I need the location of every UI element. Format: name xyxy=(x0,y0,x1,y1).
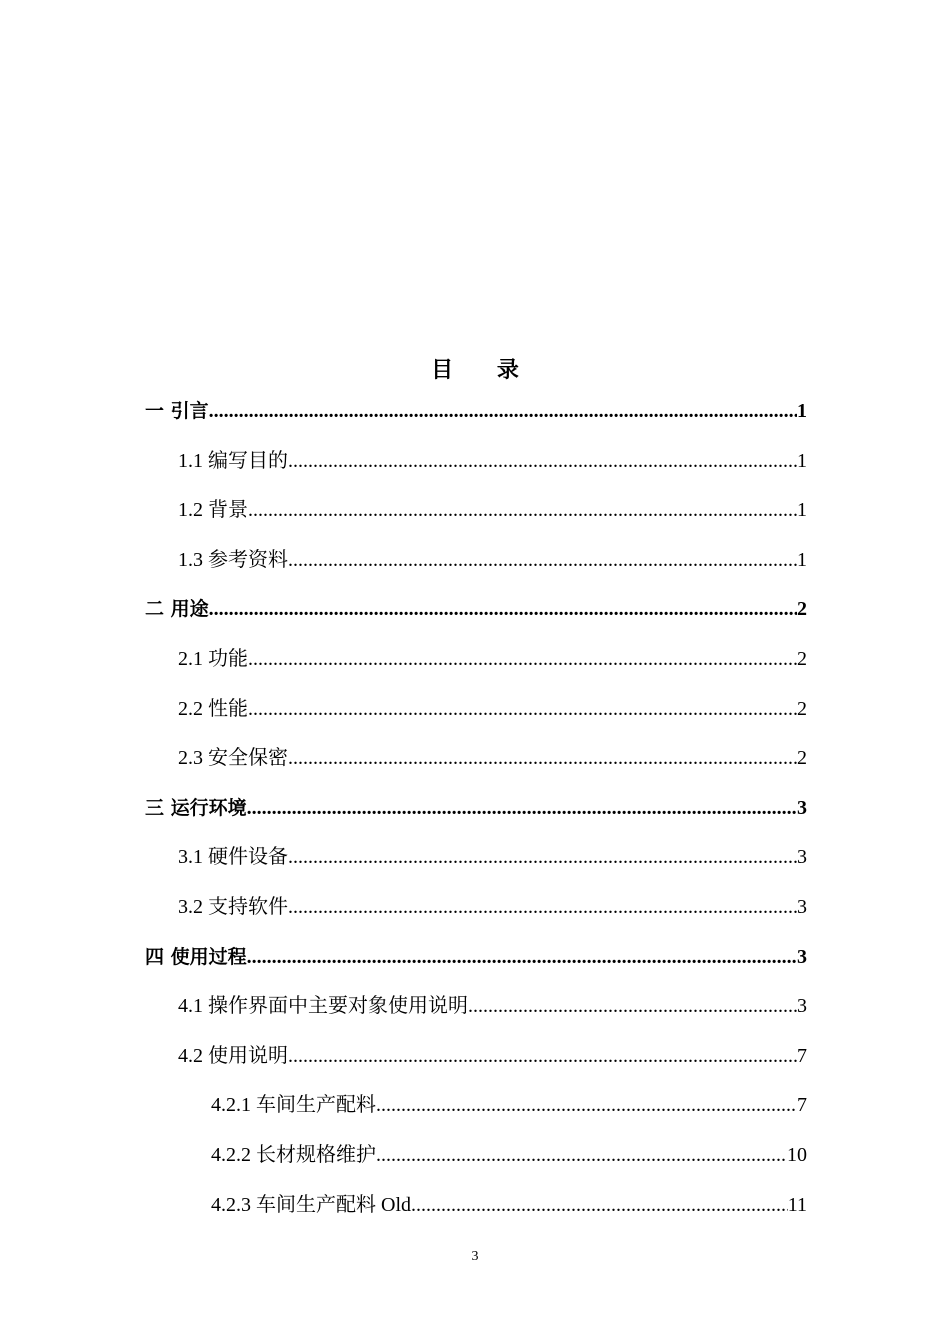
toc-entry-3-2[interactable] xyxy=(178,892,807,922)
toc-dot-leader xyxy=(288,892,797,922)
toc-dot-leader xyxy=(209,594,797,624)
toc-entry-page: 3 xyxy=(797,846,807,869)
toc-entry-page: 3 xyxy=(797,995,807,1018)
toc-entry-text: 4.2.1 车间生产配料 xyxy=(211,1094,376,1117)
page-number: 3 xyxy=(471,1249,479,1264)
toc-dot-leader xyxy=(411,1190,788,1220)
toc-entry-text: 2.2 性能 xyxy=(178,697,248,720)
toc-entry-4-1[interactable] xyxy=(178,991,807,1021)
toc-entry-text: 4.2.3 车间生产配料 Old xyxy=(211,1193,411,1216)
toc-entry-1-2[interactable] xyxy=(178,495,807,525)
toc-entry-4-2-1[interactable] xyxy=(211,1090,807,1120)
toc-entry-2-2[interactable] xyxy=(178,694,807,724)
toc-entry-4-2-3[interactable] xyxy=(211,1190,807,1220)
toc-entry-text: 一 引言 xyxy=(145,400,209,422)
toc-entry-chapter-3[interactable] xyxy=(145,793,807,823)
toc-entry-page: 11 xyxy=(787,1193,807,1216)
toc-entry-page: 1 xyxy=(797,548,807,571)
toc-dot-leader xyxy=(376,1090,797,1120)
toc-entry-text: 3.2 支持软件 xyxy=(178,896,288,918)
toc-entry-page: 1 xyxy=(797,449,807,472)
toc-entry-text: 2.1 功能 xyxy=(178,648,248,670)
toc-dot-leader xyxy=(288,1041,797,1071)
toc-entry-text: 4.2.2 长材规格维护 xyxy=(211,1144,376,1166)
toc-dot-leader xyxy=(247,942,797,972)
toc-entry-page: 2 xyxy=(797,697,807,720)
toc-dot-leader xyxy=(248,495,797,525)
toc-entry-chapter-1[interactable] xyxy=(145,396,807,426)
toc-dot-leader xyxy=(248,644,797,674)
toc-entry-page: 1 xyxy=(797,499,807,522)
toc-dot-leader xyxy=(288,743,797,773)
toc-entry-text: 四 使用过程 xyxy=(145,945,247,968)
toc-entry-text: 2.3 安全保密 xyxy=(178,747,288,770)
toc-entry-page: 2 xyxy=(797,747,807,770)
toc-entry-4-2[interactable] xyxy=(178,1041,807,1071)
toc-entry-text: 1.1 编写目的 xyxy=(178,449,288,472)
toc-entry-page: 7 xyxy=(797,1094,807,1117)
toc-entry-page: 2 xyxy=(797,648,807,670)
toc-entry-page: 2 xyxy=(797,598,807,621)
toc-entry-4-2-2[interactable] xyxy=(211,1140,807,1170)
toc-dot-leader xyxy=(288,446,797,476)
toc-dot-leader xyxy=(288,842,797,872)
toc-title: 目 录 xyxy=(431,358,537,383)
toc-entry-1-3[interactable] xyxy=(178,545,807,575)
toc-entry-page: 1 xyxy=(797,400,807,422)
toc-dot-leader xyxy=(468,991,797,1021)
toc-entry-text: 二 用途 xyxy=(145,598,209,621)
toc-entry-3-1[interactable] xyxy=(178,842,807,872)
toc-entry-text: 3.1 硬件设备 xyxy=(178,846,288,869)
toc-entry-text: 1.3 参考资料 xyxy=(178,548,288,571)
toc-dot-leader xyxy=(248,694,797,724)
toc-dot-leader xyxy=(209,396,797,426)
toc-entry-chapter-2[interactable] xyxy=(145,594,807,624)
toc-entry-text: 4.2 使用说明 xyxy=(178,1044,288,1067)
toc-dot-leader xyxy=(376,1140,787,1170)
toc-entry-2-3[interactable] xyxy=(178,743,807,773)
toc-entry-chapter-4[interactable] xyxy=(145,942,807,972)
toc-entry-page: 3 xyxy=(797,796,807,819)
toc-entry-page: 7 xyxy=(797,1044,807,1067)
toc-entry-text: 1.2 背景 xyxy=(178,499,248,522)
toc-entry-text: 三 运行环境 xyxy=(145,796,247,819)
toc-entry-page: 3 xyxy=(797,896,807,918)
toc-entry-text: 4.1 操作界面中主要对象使用说明 xyxy=(178,995,468,1018)
toc-entry-2-1[interactable] xyxy=(178,644,807,674)
toc-entry-page: 3 xyxy=(797,945,807,968)
toc-entry-page: 10 xyxy=(787,1144,807,1166)
toc-dot-leader xyxy=(288,545,797,575)
toc-entry-1-1[interactable] xyxy=(178,446,807,476)
toc-dot-leader xyxy=(247,793,797,823)
